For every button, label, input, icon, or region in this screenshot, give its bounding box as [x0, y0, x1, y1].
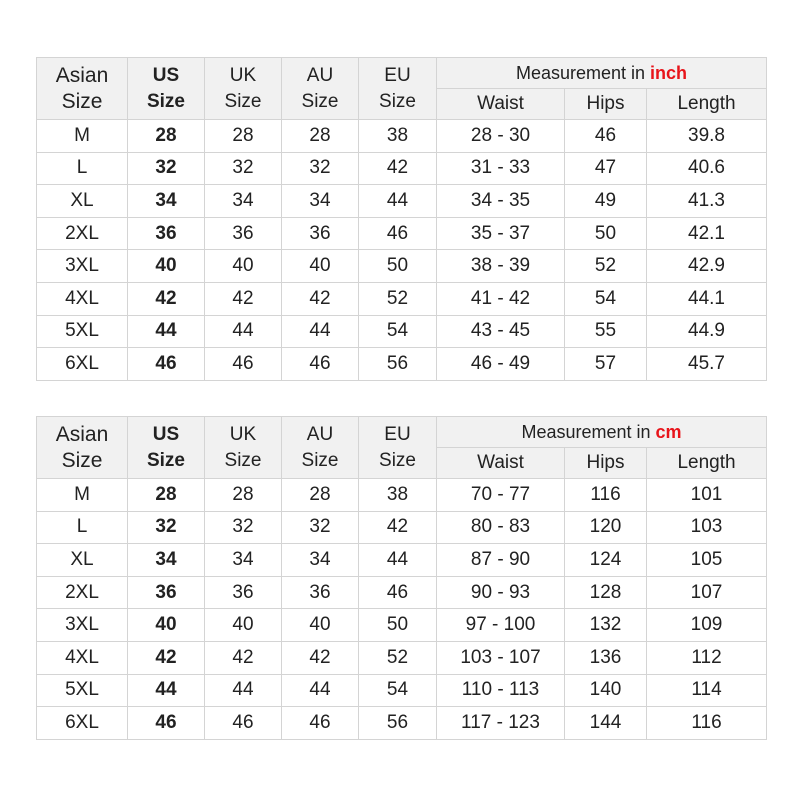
size-table-cm	[36, 416, 767, 740]
us-size-cell: 34	[128, 544, 205, 577]
hips-cell: 140	[565, 674, 647, 707]
table-row	[37, 641, 767, 674]
uk-size-cell: 46	[205, 348, 282, 381]
hips-cell: 47	[565, 152, 647, 185]
eu-size-cell: 42	[359, 511, 437, 544]
au-size-header-line-1: AU	[306, 64, 334, 86]
measurement-prefix: Measurement in	[515, 63, 646, 83]
asian-size-cell: 5XL	[37, 315, 128, 348]
hips-cell: 50	[565, 217, 647, 250]
us-size-cell: 36	[128, 217, 205, 250]
uk-size-cell: 44	[205, 315, 282, 348]
length-header: Length	[647, 89, 767, 120]
table-row	[37, 348, 767, 381]
table-row	[37, 250, 767, 283]
au-size-cell: 36	[282, 576, 359, 609]
table-row	[37, 479, 767, 512]
length-cell: 45.7	[647, 348, 767, 381]
measurement-title	[437, 58, 767, 89]
uk-size-header-line-2: Size	[224, 90, 262, 112]
eu-size-cell: 50	[359, 609, 437, 642]
length-cell: 41.3	[647, 185, 767, 218]
asian-size-cell: L	[37, 511, 128, 544]
measurement-prefix: Measurement in	[521, 422, 651, 442]
length-cell: 42.9	[647, 250, 767, 283]
hips-cell: 144	[565, 707, 647, 740]
waist-cell: 46 - 49	[437, 348, 565, 381]
hips-cell: 132	[565, 609, 647, 642]
eu-size-cell: 52	[359, 641, 437, 674]
us-size-cell: 46	[128, 707, 205, 740]
asian-size-header-line-1: Asian	[55, 63, 109, 87]
table-row	[37, 544, 767, 577]
au-size-cell: 28	[282, 479, 359, 512]
hips-cell: 124	[565, 544, 647, 577]
au-size-cell: 42	[282, 282, 359, 315]
uk-size-cell: 36	[205, 217, 282, 250]
asian-size-cell: 6XL	[37, 348, 128, 381]
table-row	[37, 576, 767, 609]
asian-size-cell: 4XL	[37, 282, 128, 315]
waist-cell: 31 - 33	[437, 152, 565, 185]
eu-size-cell: 46	[359, 576, 437, 609]
waist-cell: 41 - 42	[437, 282, 565, 315]
asian-size-cell: 3XL	[37, 609, 128, 642]
asian-size-cell: M	[37, 479, 128, 512]
uk-size-cell: 40	[205, 250, 282, 283]
hips-cell: 52	[565, 250, 647, 283]
waist-cell: 34 - 35	[437, 185, 565, 218]
measurement-unit: inch	[650, 63, 688, 83]
au-size-cell: 46	[282, 348, 359, 381]
length-cell: 105	[647, 544, 767, 577]
hips-cell: 120	[565, 511, 647, 544]
eu-size-cell: 54	[359, 315, 437, 348]
us-size-cell: 42	[128, 641, 205, 674]
asian-size-header-line-2: Size	[61, 89, 103, 113]
waist-cell: 97 - 100	[437, 609, 565, 642]
eu-size-cell: 38	[359, 120, 437, 153]
asian-size-header	[37, 417, 128, 479]
au-size-header	[282, 417, 359, 479]
uk-size-cell: 46	[205, 707, 282, 740]
eu-size-header-line-2: Size	[379, 449, 416, 471]
au-size-header-line-2: Size	[301, 90, 339, 112]
length-cell: 112	[647, 641, 767, 674]
au-size-header-line-1: AU	[306, 423, 334, 445]
au-size-cell: 34	[282, 544, 359, 577]
hips-cell: 49	[565, 185, 647, 218]
eu-size-header-line-2: Size	[379, 90, 416, 112]
au-size-cell: 32	[282, 511, 359, 544]
table-row	[37, 152, 767, 185]
us-size-header-line-2: Size	[146, 90, 186, 112]
uk-size-header-line-2: Size	[224, 449, 262, 471]
us-size-cell: 44	[128, 674, 205, 707]
uk-size-cell: 36	[205, 576, 282, 609]
hips-cell: 54	[565, 282, 647, 315]
length-cell: 40.6	[647, 152, 767, 185]
waist-header: Waist	[437, 448, 565, 479]
eu-size-cell: 52	[359, 282, 437, 315]
us-size-cell: 42	[128, 282, 205, 315]
asian-size-cell: 2XL	[37, 217, 128, 250]
header-row	[37, 417, 767, 448]
asian-size-header-line-1: Asian	[55, 422, 109, 446]
waist-cell: 103 - 107	[437, 641, 565, 674]
hips-cell: 136	[565, 641, 647, 674]
asian-size-cell: 6XL	[37, 707, 128, 740]
us-size-header-line-1: US	[152, 423, 180, 445]
measurement-unit: cm	[655, 422, 682, 442]
us-size-header-line-2: Size	[146, 449, 186, 471]
eu-size-header-line-1: EU	[384, 423, 411, 445]
asian-size-cell: M	[37, 120, 128, 153]
au-size-cell: 28	[282, 120, 359, 153]
au-size-cell: 34	[282, 185, 359, 218]
measurement-title	[437, 417, 767, 448]
uk-size-header	[205, 417, 282, 479]
uk-size-cell: 32	[205, 511, 282, 544]
eu-size-cell: 38	[359, 479, 437, 512]
eu-size-cell: 56	[359, 348, 437, 381]
table-row	[37, 315, 767, 348]
waist-cell: 80 - 83	[437, 511, 565, 544]
us-size-cell: 34	[128, 185, 205, 218]
au-size-header	[282, 58, 359, 120]
uk-size-cell: 44	[205, 674, 282, 707]
uk-size-cell: 42	[205, 282, 282, 315]
waist-header: Waist	[437, 89, 565, 120]
length-cell: 116	[647, 707, 767, 740]
waist-cell: 35 - 37	[437, 217, 565, 250]
table-row	[37, 217, 767, 250]
eu-size-cell: 50	[359, 250, 437, 283]
au-size-cell: 46	[282, 707, 359, 740]
asian-size-cell: 5XL	[37, 674, 128, 707]
us-size-cell: 32	[128, 511, 205, 544]
au-size-header-line-2: Size	[301, 449, 339, 471]
asian-size-cell: 3XL	[37, 250, 128, 283]
waist-cell: 70 - 77	[437, 479, 565, 512]
us-size-cell: 40	[128, 609, 205, 642]
us-size-cell: 28	[128, 479, 205, 512]
uk-size-cell: 34	[205, 544, 282, 577]
hips-cell: 116	[565, 479, 647, 512]
waist-cell: 90 - 93	[437, 576, 565, 609]
asian-size-cell: 2XL	[37, 576, 128, 609]
uk-size-cell: 34	[205, 185, 282, 218]
length-cell: 44.9	[647, 315, 767, 348]
uk-size-cell: 40	[205, 609, 282, 642]
length-cell: 109	[647, 609, 767, 642]
asian-size-cell: L	[37, 152, 128, 185]
us-size-cell: 44	[128, 315, 205, 348]
hips-cell: 46	[565, 120, 647, 153]
waist-cell: 43 - 45	[437, 315, 565, 348]
waist-cell: 28 - 30	[437, 120, 565, 153]
table-row	[37, 282, 767, 315]
length-cell: 103	[647, 511, 767, 544]
asian-size-cell: 4XL	[37, 641, 128, 674]
length-cell: 42.1	[647, 217, 767, 250]
au-size-cell: 40	[282, 250, 359, 283]
us-size-cell: 32	[128, 152, 205, 185]
asian-size-cell: XL	[37, 185, 128, 218]
table-row	[37, 120, 767, 153]
eu-size-header	[359, 58, 437, 120]
uk-size-cell: 28	[205, 479, 282, 512]
table-row	[37, 707, 767, 740]
length-cell: 39.8	[647, 120, 767, 153]
asian-size-header-line-2: Size	[61, 448, 103, 472]
asian-size-header	[37, 58, 128, 120]
length-cell: 107	[647, 576, 767, 609]
hips-cell: 128	[565, 576, 647, 609]
hips-header: Hips	[565, 89, 647, 120]
au-size-cell: 36	[282, 217, 359, 250]
length-cell: 44.1	[647, 282, 767, 315]
uk-size-header-line-1: UK	[229, 64, 257, 86]
table-row	[37, 185, 767, 218]
asian-size-cell: XL	[37, 544, 128, 577]
au-size-cell: 44	[282, 674, 359, 707]
au-size-cell: 42	[282, 641, 359, 674]
length-cell: 101	[647, 479, 767, 512]
uk-size-header-line-1: UK	[229, 423, 257, 445]
us-size-header	[128, 58, 205, 120]
eu-size-cell: 46	[359, 217, 437, 250]
hips-cell: 55	[565, 315, 647, 348]
hips-cell: 57	[565, 348, 647, 381]
waist-cell: 110 - 113	[437, 674, 565, 707]
us-size-cell: 46	[128, 348, 205, 381]
length-header: Length	[647, 448, 767, 479]
us-size-cell: 36	[128, 576, 205, 609]
us-size-header	[128, 417, 205, 479]
eu-size-cell: 44	[359, 544, 437, 577]
eu-size-header-line-1: EU	[384, 64, 411, 86]
table-row	[37, 674, 767, 707]
waist-cell: 38 - 39	[437, 250, 565, 283]
eu-size-cell: 54	[359, 674, 437, 707]
uk-size-cell: 42	[205, 641, 282, 674]
table-row	[37, 609, 767, 642]
waist-cell: 117 - 123	[437, 707, 565, 740]
eu-size-cell: 42	[359, 152, 437, 185]
length-cell: 114	[647, 674, 767, 707]
us-size-cell: 40	[128, 250, 205, 283]
au-size-cell: 40	[282, 609, 359, 642]
uk-size-cell: 28	[205, 120, 282, 153]
us-size-header-line-1: US	[152, 64, 180, 86]
us-size-cell: 28	[128, 120, 205, 153]
eu-size-cell: 44	[359, 185, 437, 218]
header-row	[37, 58, 767, 89]
hips-header: Hips	[565, 448, 647, 479]
uk-size-cell: 32	[205, 152, 282, 185]
au-size-cell: 32	[282, 152, 359, 185]
eu-size-header	[359, 417, 437, 479]
size-table-inch	[36, 57, 767, 381]
table-row	[37, 511, 767, 544]
au-size-cell: 44	[282, 315, 359, 348]
waist-cell: 87 - 90	[437, 544, 565, 577]
eu-size-cell: 56	[359, 707, 437, 740]
uk-size-header	[205, 58, 282, 120]
